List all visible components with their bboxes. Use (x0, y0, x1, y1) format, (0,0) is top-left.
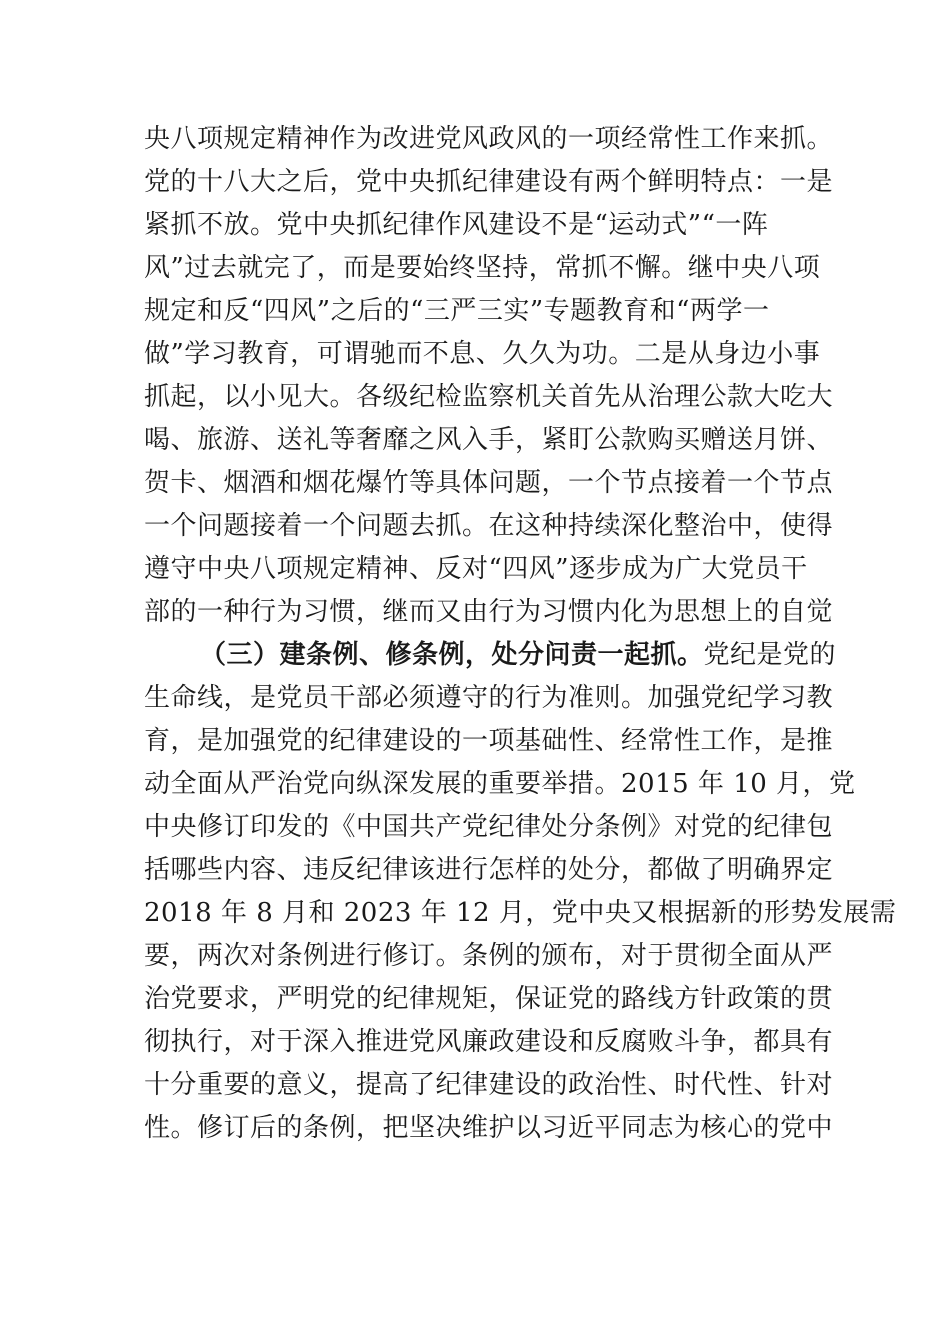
text-line: 彻执行，对于深入推进党风廉政建设和反腐败斗争，都具有 (144, 1027, 834, 1057)
document-body (144, 118, 897, 1150)
text-line: 喝、旅游、送礼等奢靡之风入手，紧盯公款购买赠送月饼、 (144, 425, 834, 455)
text-line: 一个问题接着一个问题去抓。在这种持续深化整治中，使得 (144, 511, 834, 541)
text-line: 抓起，以小见大。各级纪检监察机关首先从治理公款大吃大 (144, 382, 834, 412)
text-line: 十分重要的意义，提高了纪律建设的政治性、时代性、针对 (144, 1070, 834, 1100)
text-line: 党的十八大之后，党中央抓纪律建设有两个鲜明特点：一是 (144, 167, 834, 197)
text-line: 风”过去就完了，而是要始终坚持，常抓不懈。继中央八项 (144, 253, 821, 283)
text-line: 性。修订后的条例，把坚决维护以习近平同志为核心的党中 (144, 1113, 834, 1143)
section-heading-rest: 党纪是党的 (703, 640, 837, 670)
text-line: 生命线，是党员干部必须遵守的行为准则。加强党纪学习教 (144, 683, 834, 713)
text-line: 要，两次对条例进行修订。条例的颁布，对于贯彻全面从严 (144, 941, 834, 971)
text-line: 规定和反“四风”之后的“三严三实”专题教育和“两学一 (144, 296, 770, 326)
text-line: 遵守中央八项规定精神、反对“四风”逐步成为广大党员干 (144, 554, 808, 584)
text-line: 括哪些内容、违反纪律该进行怎样的处分，都做了明确界定 (144, 855, 834, 885)
text-line: 动全面从严治党向纵深发展的重要举措。2015 年 10 月，党 (144, 769, 856, 799)
text-line: 部的一种行为习惯，继而又由行为习惯内化为思想上的自觉 (144, 597, 834, 627)
text-line: 2018 年 8 月和 2023 年 12 月，党中央又根据新的形势发展需 (144, 898, 897, 928)
text-line: 中央修订印发的《中国共产党纪律处分条例》对党的纪律包 (144, 812, 834, 842)
text-line: 治党要求，严明党的纪律规矩，保证党的路线方针政策的贯 (144, 984, 834, 1014)
text-line: 央八项规定精神作为改进党风政风的一项经常性工作来抓。 (144, 124, 834, 154)
section-heading-line (144, 634, 837, 677)
text-line: 贺卡、烟酒和烟花爆竹等具体问题，一个节点接着一个节点 (144, 468, 834, 498)
text-line: 紧抓不放。党中央抓纪律作风建设不是“运动式”“一阵 (144, 210, 769, 240)
section-heading: （三）建条例、修条例，处分问责一起抓。 (200, 640, 704, 670)
text-line: 做”学习教育，可谓驰而不息、久久为功。二是从身边小事 (144, 339, 821, 369)
text-line: 育，是加强党的纪律建设的一项基础性、经常性工作，是推 (144, 726, 834, 756)
